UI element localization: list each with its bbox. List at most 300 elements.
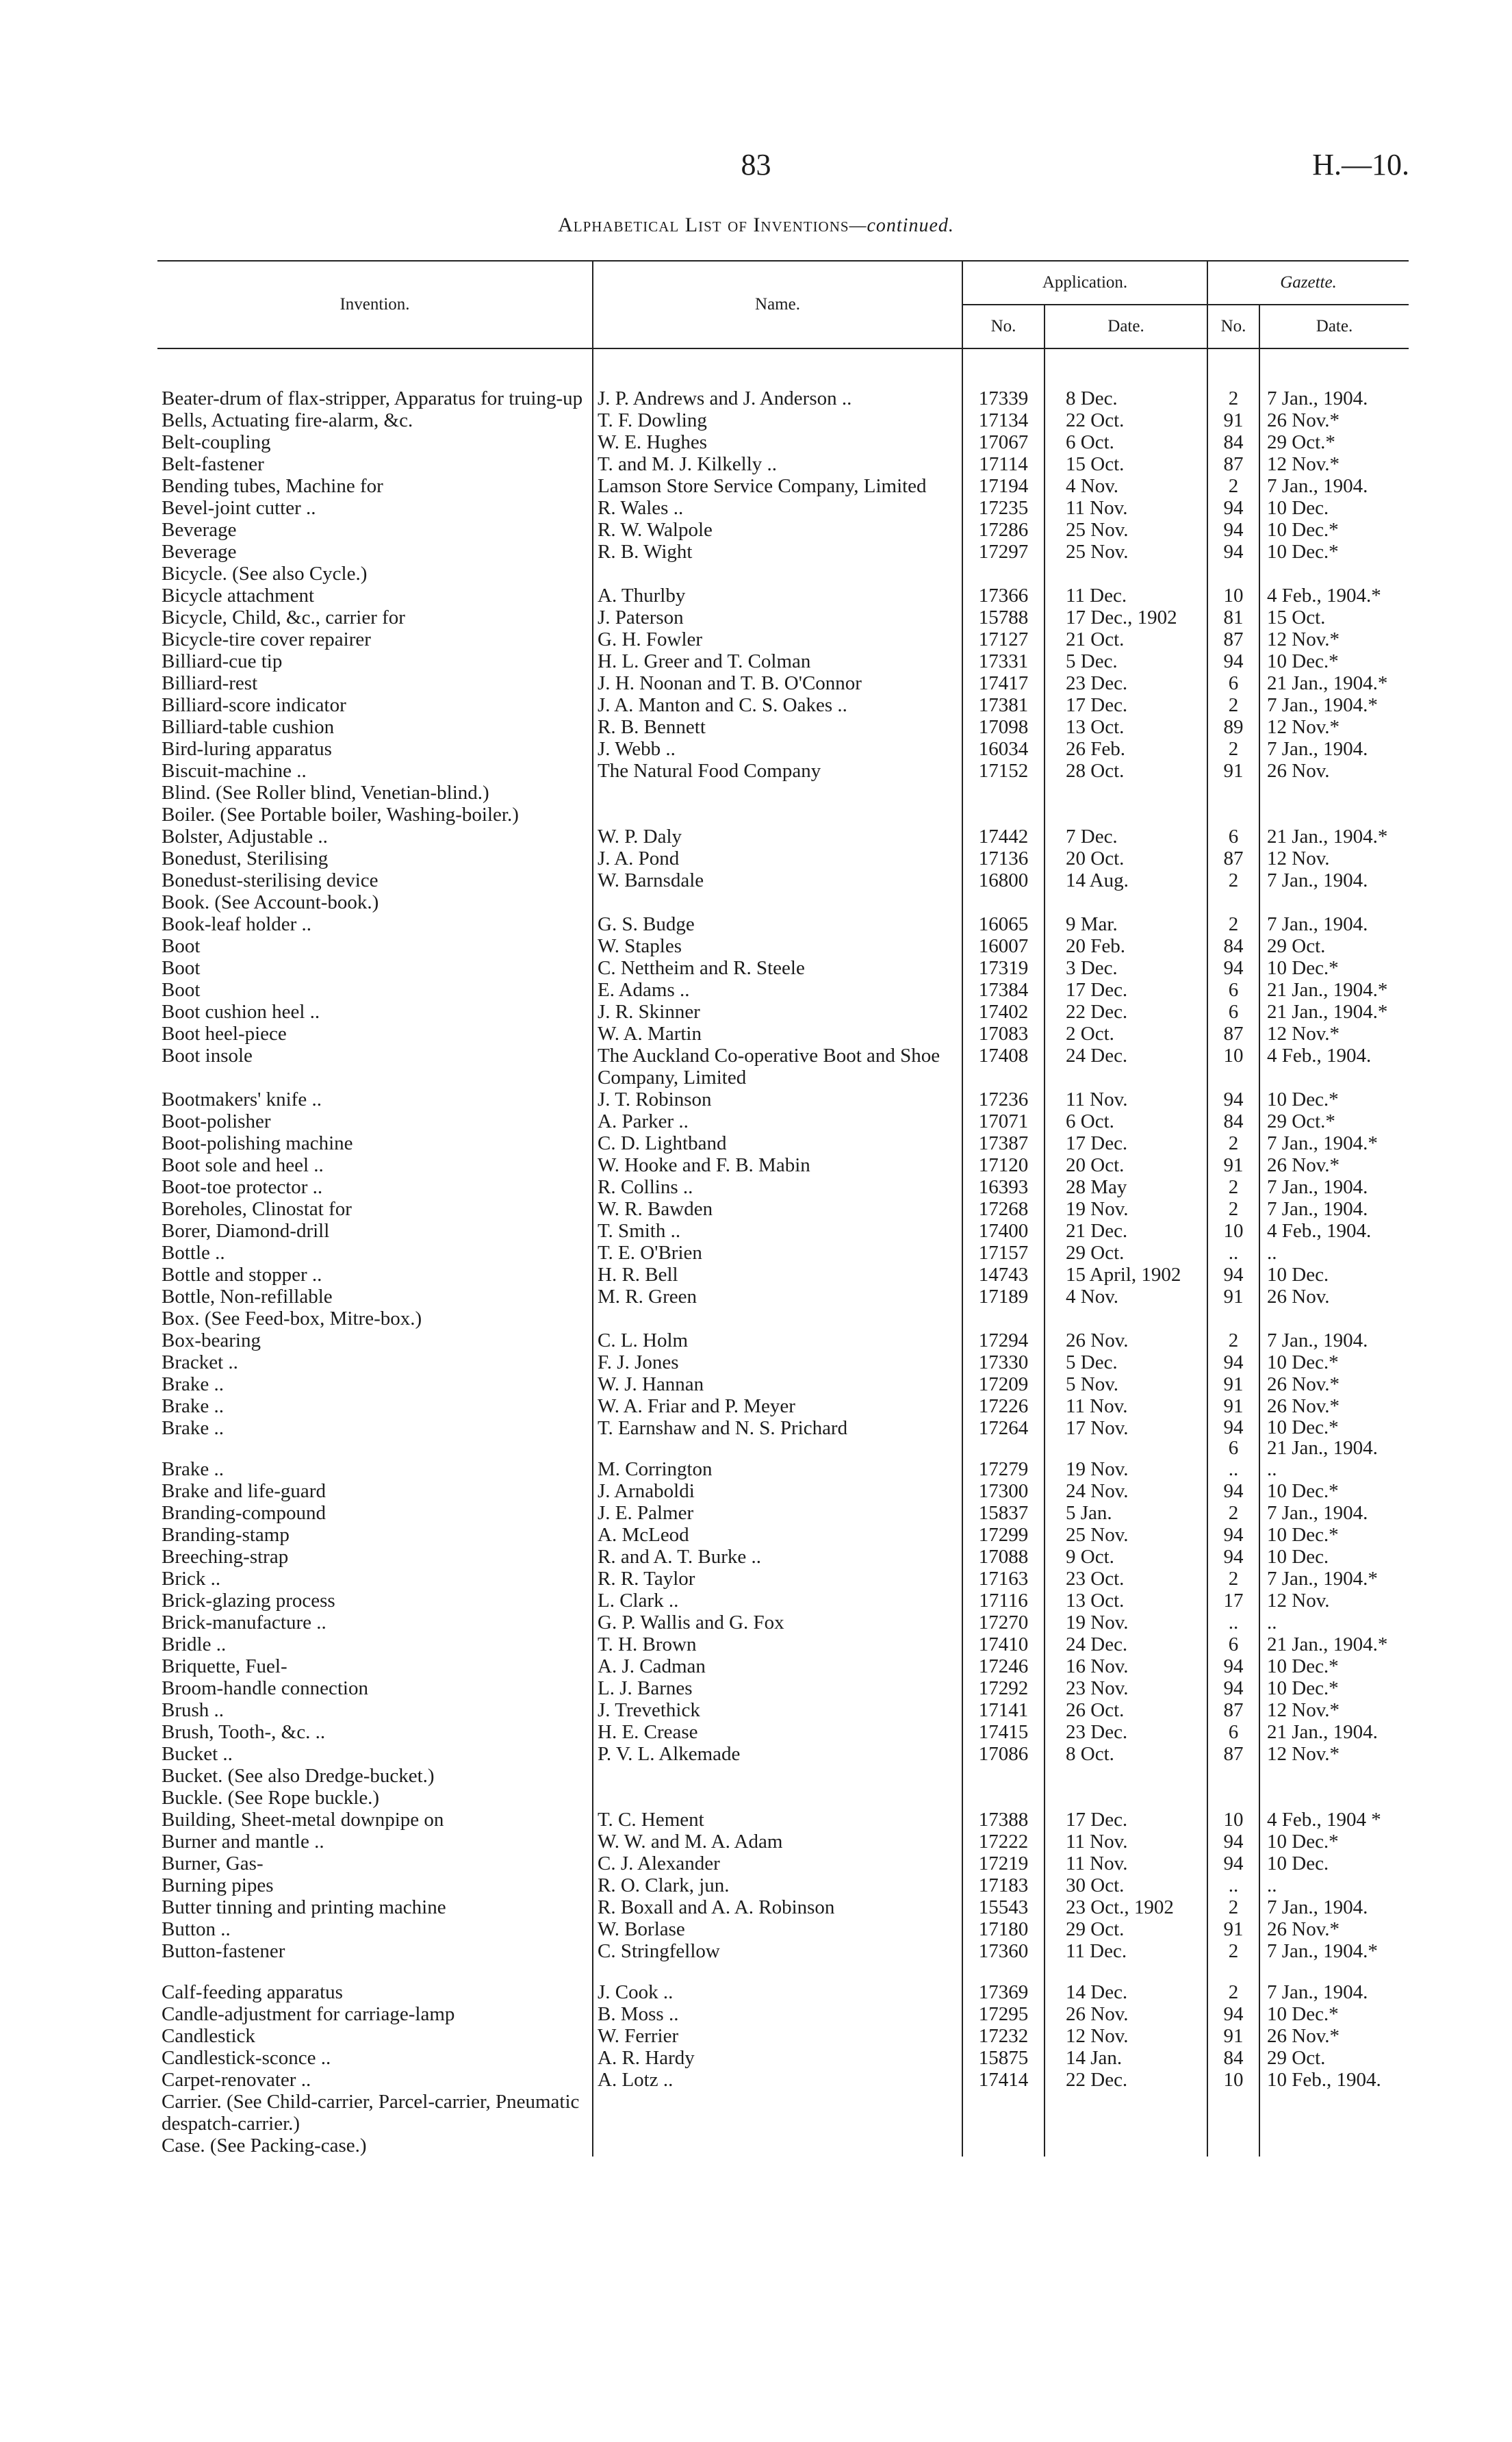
name-cell: L. Clark .. <box>593 1590 962 1612</box>
name-cell: A. Lotz .. <box>593 2069 962 2091</box>
name-cell: C. J. Alexander <box>593 1853 962 1874</box>
invention-cell: Burner, Gas- <box>162 1853 264 1874</box>
application-no-cell: 17116 <box>962 1590 1045 1612</box>
invention-cell: Bonedust-sterilising device <box>162 869 379 891</box>
application-date-cell <box>1045 1308 1207 1330</box>
gazette-no-cell: 2 <box>1207 1896 1259 1918</box>
invention-cell: Boot-toe protector .. <box>162 1176 323 1198</box>
name-cell <box>593 782 962 804</box>
table-row <box>157 1417 1409 1458</box>
name-cell: J. A. Pond <box>593 848 962 869</box>
name-cell: W. Barnsdale <box>593 869 962 891</box>
application-no-cell: 17295 <box>962 2003 1045 2025</box>
application-date-cell: 19 Nov. <box>1045 1198 1207 1220</box>
table-row <box>157 1132 1409 1154</box>
gazette-date-cell: 10 Dec.* <box>1259 1677 1409 1699</box>
application-date-cell: 17 Dec. <box>1045 1132 1207 1154</box>
invention-cell: Belt-coupling <box>162 431 271 453</box>
invention-cell: Belt-fastener <box>162 453 264 475</box>
name-cell: J. P. Andrews and J. Anderson .. <box>593 387 962 409</box>
application-date-cell: 15 April, 1902 <box>1045 1264 1207 1286</box>
table-row <box>157 431 1409 453</box>
gazette-date-cell: 21 Jan., 1904.* <box>1259 979 1409 1001</box>
table-row <box>157 563 1409 585</box>
gazette-no-cell: 94 <box>1207 497 1259 519</box>
application-date-cell: 25 Nov. <box>1045 519 1207 541</box>
gazette-no-cell: 10 <box>1207 1045 1259 1089</box>
gazette-date-cell <box>1259 2135 1409 2157</box>
gazette-no-cell: 91 <box>1207 1373 1259 1395</box>
table-row <box>157 2069 1409 2091</box>
gazette-date-cell: 10 Dec.* 21 Jan., 1904. <box>1259 1417 1409 1458</box>
table-row <box>157 1395 1409 1417</box>
header-invention: Invention. <box>157 261 593 348</box>
invention-cell: Bevel-joint cutter .. <box>162 497 316 519</box>
table-row <box>157 1918 1409 1940</box>
gazette-date-cell: 7 Jan., 1904. <box>1259 1981 1409 2003</box>
application-no-cell: 17071 <box>962 1110 1045 1132</box>
application-date-cell: 24 Dec. <box>1045 1633 1207 1655</box>
table-row <box>157 1330 1409 1351</box>
name-cell: T. Smith .. <box>593 1220 962 1242</box>
application-date-cell: 24 Dec. <box>1045 1045 1207 1089</box>
name-cell: The Natural Food Company <box>593 760 962 782</box>
table-row <box>157 1612 1409 1633</box>
application-date-cell: 5 Jan. <box>1045 1502 1207 1524</box>
invention-cell: Bucket. (See also Dredge-bucket.) <box>162 1765 435 1787</box>
gazette-no-cell: 2 <box>1207 1940 1259 1962</box>
application-no-cell: 17183 <box>962 1874 1045 1896</box>
application-no-cell: 17279 <box>962 1458 1045 1480</box>
table-row <box>157 1045 1409 1089</box>
gazette-date-cell: 29 Oct. <box>1259 2047 1409 2069</box>
table-row <box>157 1502 1409 1524</box>
name-cell: G. S. Budge <box>593 913 962 935</box>
name-cell: H. L. Greer and T. Colman <box>593 650 962 672</box>
name-cell: C. Stringfellow <box>593 1940 962 1962</box>
gazette-no-cell: 84 <box>1207 2047 1259 2069</box>
gazette-no-cell: 91 <box>1207 1395 1259 1417</box>
invention-cell: Bells, Actuating fire-alarm, &c. <box>162 409 413 431</box>
table-row <box>157 2091 1409 2135</box>
table-row <box>157 1023 1409 1045</box>
table-row <box>157 1198 1409 1220</box>
gazette-no-cell: 2 <box>1207 387 1259 409</box>
application-date-cell: 22 Dec. <box>1045 1001 1207 1023</box>
gazette-date-cell <box>1259 891 1409 913</box>
application-date-cell: 29 Oct. <box>1045 1242 1207 1264</box>
name-cell: J. Paterson <box>593 607 962 628</box>
gazette-date-cell: 10 Dec.* <box>1259 1831 1409 1853</box>
application-date-cell: 12 Nov. <box>1045 2025 1207 2047</box>
application-date-cell: 24 Nov. <box>1045 1480 1207 1502</box>
name-cell: J. T. Robinson <box>593 1089 962 1110</box>
invention-cell: Billiard-rest <box>162 672 258 694</box>
application-date-cell <box>1045 1765 1207 1787</box>
application-no-cell: 17408 <box>962 1045 1045 1089</box>
gazette-date-cell: 21 Jan., 1904.* <box>1259 1633 1409 1655</box>
name-cell: T. E. O'Brien <box>593 1242 962 1264</box>
table-row <box>157 1351 1409 1373</box>
name-cell: R. B. Wight <box>593 541 962 563</box>
gazette-date-cell: 10 Feb., 1904. <box>1259 2069 1409 2091</box>
application-no-cell: 17209 <box>962 1373 1045 1395</box>
gazette-no-cell: 6 <box>1207 1001 1259 1023</box>
gazette-no-cell: 6 <box>1207 672 1259 694</box>
application-date-cell: 19 Nov. <box>1045 1612 1207 1633</box>
gazette-no-cell: .. <box>1207 1242 1259 1264</box>
gazette-no-cell <box>1207 2091 1259 2135</box>
gazette-date-cell <box>1259 1765 1409 1787</box>
name-cell: M. R. Green <box>593 1286 962 1308</box>
name-cell <box>593 2091 962 2135</box>
table-row <box>157 1546 1409 1568</box>
name-cell: Lamson Store Service Company, Limited <box>593 475 962 497</box>
gazette-no-cell: 84 <box>1207 1110 1259 1132</box>
gazette-date-cell <box>1259 563 1409 585</box>
invention-cell: Bracket .. <box>162 1351 238 1373</box>
application-no-cell <box>962 1787 1045 1809</box>
application-date-cell: 29 Oct. <box>1045 1918 1207 1940</box>
name-cell: W. Hooke and F. B. Mabin <box>593 1154 962 1176</box>
table-row <box>157 1286 1409 1308</box>
application-no-cell: 17180 <box>962 1918 1045 1940</box>
table-row <box>157 738 1409 760</box>
table-row <box>157 541 1409 563</box>
gazette-date-cell: 26 Nov. <box>1259 1286 1409 1308</box>
gazette-date-cell: 26 Nov. <box>1259 760 1409 782</box>
invention-cell: Briquette, Fuel- <box>162 1655 287 1677</box>
invention-cell: Boot <box>162 935 201 957</box>
gazette-no-cell: 84 <box>1207 935 1259 957</box>
table-row <box>157 585 1409 607</box>
gazette-date-cell: 10 Dec.* <box>1259 541 1409 563</box>
table-row <box>157 2135 1409 2157</box>
name-cell: R. W. Walpole <box>593 519 962 541</box>
gazette-date-cell: 26 Nov.* <box>1259 409 1409 431</box>
gazette-date-cell: 12 Nov.* <box>1259 453 1409 475</box>
invention-cell: Borer, Diamond-drill <box>162 1220 330 1242</box>
application-no-cell: 17292 <box>962 1677 1045 1699</box>
table-row <box>157 387 1409 409</box>
table-row <box>157 891 1409 913</box>
application-no-cell <box>962 2091 1045 2135</box>
table-row <box>157 1001 1409 1023</box>
gazette-date-cell <box>1259 1787 1409 1809</box>
table-row <box>157 607 1409 628</box>
name-cell <box>593 563 962 585</box>
name-cell: J. A. Manton and C. S. Oakes .. <box>593 694 962 716</box>
gazette-date-cell: 7 Jan., 1904.* <box>1259 1940 1409 1962</box>
invention-cell: Box-bearing <box>162 1330 261 1351</box>
application-date-cell: 11 Dec. <box>1045 585 1207 607</box>
invention-cell: Case. (See Packing-case.) <box>162 2135 367 2157</box>
name-cell: H. R. Bell <box>593 1264 962 1286</box>
gazette-no-cell: 91 <box>1207 760 1259 782</box>
gazette-date-cell: 21 Jan., 1904.* <box>1259 1001 1409 1023</box>
gazette-no-cell: 2 <box>1207 1502 1259 1524</box>
gazette-no-cell <box>1207 1787 1259 1809</box>
application-no-cell <box>962 1765 1045 1787</box>
table-row <box>157 1308 1409 1330</box>
application-no-cell: 17088 <box>962 1546 1045 1568</box>
application-date-cell: 15 Oct. <box>1045 453 1207 475</box>
gazette-date-cell <box>1259 782 1409 804</box>
application-date-cell: 23 Dec. <box>1045 672 1207 694</box>
gazette-date-cell: 7 Jan., 1904. <box>1259 1198 1409 1220</box>
application-no-cell: 17083 <box>962 1023 1045 1045</box>
gazette-date-cell: .. <box>1259 1242 1409 1264</box>
application-date-cell: 5 Dec. <box>1045 650 1207 672</box>
application-no-cell <box>962 782 1045 804</box>
gazette-date-cell: 4 Feb., 1904. <box>1259 1220 1409 1242</box>
table-row <box>157 1089 1409 1110</box>
gazette-no-cell: 87 <box>1207 1743 1259 1765</box>
application-date-cell: 13 Oct. <box>1045 1590 1207 1612</box>
header-application-no: No. <box>962 305 1045 348</box>
application-no-cell: 17360 <box>962 1940 1045 1962</box>
invention-cell: Brake .. <box>162 1458 224 1480</box>
application-no-cell: 17417 <box>962 672 1045 694</box>
table-row <box>157 1154 1409 1176</box>
application-no-cell: 17414 <box>962 2069 1045 2091</box>
invention-cell: Broom-handle connection <box>162 1677 368 1699</box>
gazette-date-cell: 4 Feb., 1904 * <box>1259 1809 1409 1831</box>
table-row <box>157 1853 1409 1874</box>
application-date-cell: 2 Oct. <box>1045 1023 1207 1045</box>
name-cell: W. P. Daly <box>593 826 962 848</box>
application-no-cell: 17120 <box>962 1154 1045 1176</box>
gazette-no-cell: 94 <box>1207 1677 1259 1699</box>
name-cell: R. O. Clark, jun. <box>593 1874 962 1896</box>
application-date-cell: 28 Oct. <box>1045 760 1207 782</box>
header-gazette-date: Date. <box>1259 305 1409 348</box>
gazette-no-cell: 2 <box>1207 1198 1259 1220</box>
gazette-date-cell: 10 Dec.* <box>1259 519 1409 541</box>
invention-cell: Boot cushion heel .. <box>162 1001 320 1023</box>
name-cell: J. E. Palmer <box>593 1502 962 1524</box>
table-row <box>157 409 1409 431</box>
application-no-cell: 17219 <box>962 1853 1045 1874</box>
invention-cell: Candlestick-sconce .. <box>162 2047 331 2069</box>
gazette-date-cell: 21 Jan., 1904.* <box>1259 826 1409 848</box>
table-row <box>157 1787 1409 1809</box>
table-row <box>157 650 1409 672</box>
application-date-cell: 6 Oct. <box>1045 1110 1207 1132</box>
gazette-date-cell: .. <box>1259 1874 1409 1896</box>
application-date-cell: 5 Nov. <box>1045 1373 1207 1395</box>
application-date-cell: 17 Dec. <box>1045 1809 1207 1831</box>
name-cell <box>593 804 962 826</box>
invention-cell: Boot-polisher <box>162 1110 271 1132</box>
application-no-cell: 17297 <box>962 541 1045 563</box>
table-row <box>157 1981 1409 2003</box>
gazette-date-cell: 26 Nov.* <box>1259 1918 1409 1940</box>
gazette-no-cell: .. <box>1207 1458 1259 1480</box>
invention-cell: Candle-adjustment for carriage-lamp <box>162 2003 455 2025</box>
table-row <box>157 694 1409 716</box>
gazette-no-cell: 94 <box>1207 1546 1259 1568</box>
gazette-no-cell: 2 <box>1207 1568 1259 1590</box>
invention-cell: Brake .. <box>162 1373 224 1395</box>
invention-cell: Burner and mantle .. <box>162 1831 324 1853</box>
gazette-no-cell: 2 <box>1207 913 1259 935</box>
invention-cell: Building, Sheet-metal downpipe on <box>162 1809 444 1831</box>
invention-cell: Boot <box>162 957 201 979</box>
table-row <box>157 1458 1409 1480</box>
gazette-date-cell: 10 Dec.* <box>1259 1524 1409 1546</box>
table-row <box>157 2047 1409 2069</box>
application-date-cell: 20 Oct. <box>1045 1154 1207 1176</box>
gazette-date-cell: 21 Jan., 1904.* <box>1259 672 1409 694</box>
application-date-cell: 4 Nov. <box>1045 1286 1207 1308</box>
application-date-cell: 17 Nov. <box>1045 1417 1207 1458</box>
invention-cell: Breeching-strap <box>162 1546 289 1568</box>
gazette-no-cell: 94 <box>1207 957 1259 979</box>
application-date-cell: 11 Nov. <box>1045 1831 1207 1853</box>
application-date-cell <box>1045 1787 1207 1809</box>
application-no-cell: 17194 <box>962 475 1045 497</box>
name-cell: W. A. Martin <box>593 1023 962 1045</box>
invention-cell: Branding-compound <box>162 1502 326 1524</box>
invention-cell: Bottle and stopper .. <box>162 1264 322 1286</box>
gazette-date-cell: 12 Nov.* <box>1259 628 1409 650</box>
application-date-cell: 7 Dec. <box>1045 826 1207 848</box>
gazette-no-cell: 94 <box>1207 1524 1259 1546</box>
invention-cell: Button .. <box>162 1918 231 1940</box>
name-cell: W. R. Bawden <box>593 1198 962 1220</box>
application-date-cell: 28 May <box>1045 1176 1207 1198</box>
application-date-cell <box>1045 782 1207 804</box>
application-date-cell <box>1045 891 1207 913</box>
invention-cell: Boot heel-piece <box>162 1023 287 1045</box>
gazette-date-cell: 12 Nov. <box>1259 1590 1409 1612</box>
application-date-cell: 26 Feb. <box>1045 738 1207 760</box>
invention-cell: Brick-manufacture .. <box>162 1612 326 1633</box>
gazette-date-cell: 21 Jan., 1904. <box>1259 1721 1409 1743</box>
application-no-cell: 17402 <box>962 1001 1045 1023</box>
name-cell: B. Moss .. <box>593 2003 962 2025</box>
application-date-cell: 4 Nov. <box>1045 475 1207 497</box>
name-cell: J. R. Skinner <box>593 1001 962 1023</box>
gazette-no-cell: 6 <box>1207 1633 1259 1655</box>
gazette-date-cell: 7 Jan., 1904. <box>1259 1176 1409 1198</box>
application-no-cell: 17246 <box>962 1655 1045 1677</box>
table-row <box>157 519 1409 541</box>
gazette-no-cell: 10 <box>1207 585 1259 607</box>
table-row <box>157 2003 1409 2025</box>
name-cell: W. E. Hughes <box>593 431 962 453</box>
application-no-cell: 17222 <box>962 1831 1045 1853</box>
application-date-cell: 25 Nov. <box>1045 1524 1207 1546</box>
name-cell: R. Collins .. <box>593 1176 962 1198</box>
invention-cell: Boot insole <box>162 1045 253 1067</box>
gazette-date-cell: 12 Nov. <box>1259 848 1409 869</box>
table-row <box>157 1721 1409 1743</box>
invention-cell: Brake .. <box>162 1417 224 1439</box>
application-no-cell: 17387 <box>962 1132 1045 1154</box>
table-row <box>157 1962 1409 1981</box>
application-no-cell: 17319 <box>962 957 1045 979</box>
gazette-no-cell <box>1207 1308 1259 1330</box>
application-no-cell: 17410 <box>962 1633 1045 1655</box>
application-no-cell: 17236 <box>962 1089 1045 1110</box>
gazette-date-cell: 26 Nov.* <box>1259 1154 1409 1176</box>
application-date-cell: 20 Oct. <box>1045 848 1207 869</box>
invention-cell: Boreholes, Clinostat for <box>162 1198 352 1220</box>
gazette-date-cell: 10 Dec.* <box>1259 1480 1409 1502</box>
application-no-cell: 17152 <box>962 760 1045 782</box>
application-no-cell <box>962 563 1045 585</box>
invention-cell: Bonedust, Sterilising <box>162 848 329 869</box>
table-row <box>157 1743 1409 1765</box>
application-date-cell: 11 Nov. <box>1045 497 1207 519</box>
gazette-date-cell: 10 Dec.* <box>1259 1089 1409 1110</box>
gazette-date-cell: 7 Jan., 1904. <box>1259 738 1409 760</box>
invention-cell: Bicycle-tire cover repairer <box>162 628 371 650</box>
application-no-cell: 16007 <box>962 935 1045 957</box>
table-row <box>157 1242 1409 1264</box>
gazette-date-cell: 10 Dec. <box>1259 1264 1409 1286</box>
name-cell <box>593 2135 962 2157</box>
application-no-cell: 17442 <box>962 826 1045 848</box>
table-row <box>157 1655 1409 1677</box>
application-no-cell: 17366 <box>962 585 1045 607</box>
gazette-no-cell: 94 <box>1207 1655 1259 1677</box>
header-application-date: Date. <box>1045 305 1207 348</box>
invention-cell: Boot <box>162 979 201 1001</box>
application-date-cell: 21 Oct. <box>1045 628 1207 650</box>
application-date-cell: 11 Dec. <box>1045 1940 1207 1962</box>
table-row <box>157 1568 1409 1590</box>
name-cell: L. J. Barnes <box>593 1677 962 1699</box>
gazette-no-cell: 94 <box>1207 1480 1259 1502</box>
table-row <box>157 1524 1409 1546</box>
gazette-no-cell: 17 <box>1207 1590 1259 1612</box>
application-date-cell: 30 Oct. <box>1045 1874 1207 1896</box>
gazette-date-cell <box>1259 804 1409 826</box>
gazette-no-cell: 91 <box>1207 1918 1259 1940</box>
application-no-cell <box>962 1308 1045 1330</box>
gazette-no-cell: 10 <box>1207 2069 1259 2091</box>
header-gazette-no: No. <box>1207 305 1259 348</box>
gazette-date-cell: 4 Feb., 1904. <box>1259 1045 1409 1089</box>
invention-cell: Brush .. <box>162 1699 225 1721</box>
gazette-date-cell: 10 Dec.* <box>1259 1655 1409 1677</box>
gazette-no-cell: 94 <box>1207 519 1259 541</box>
table-row <box>157 913 1409 935</box>
application-date-cell: 17 Dec. <box>1045 694 1207 716</box>
gazette-no-cell: 6 <box>1207 979 1259 1001</box>
invention-cell: Bicycle, Child, &c., carrier for <box>162 607 405 628</box>
application-date-cell: 23 Dec. <box>1045 1721 1207 1743</box>
invention-cell: Carrier. (See Child-carrier, Parcel-carrier, Pneumatic despatch-carrier.) <box>162 2091 580 2135</box>
application-date-cell: 9 Oct. <box>1045 1546 1207 1568</box>
gazette-date-cell: 10 Dec. <box>1259 1853 1409 1874</box>
gazette-date-cell: 7 Jan., 1904. <box>1259 387 1409 409</box>
gazette-date-cell: 7 Jan., 1904. <box>1259 913 1409 935</box>
application-no-cell: 17384 <box>962 979 1045 1001</box>
application-no-cell: 17157 <box>962 1242 1045 1264</box>
table-row <box>157 2025 1409 2047</box>
gazette-date-cell: 12 Nov.* <box>1259 1743 1409 1765</box>
application-date-cell <box>1045 2091 1207 2135</box>
invention-cell: Bicycle attachment <box>162 585 315 607</box>
gazette-date-cell: 7 Jan., 1904.* <box>1259 1568 1409 1590</box>
name-cell: T. Earnshaw and N. S. Prichard <box>593 1417 962 1458</box>
name-cell: W. Ferrier <box>593 2025 962 2047</box>
name-cell: R. Wales .. <box>593 497 962 519</box>
